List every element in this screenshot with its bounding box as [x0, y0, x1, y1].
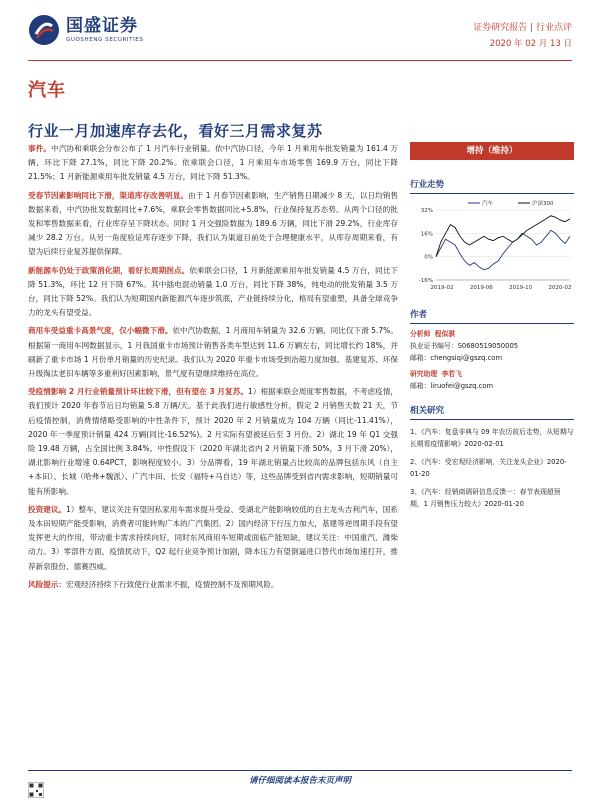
footer-disclaimer: 请仔细阅读本报告末页声明	[248, 776, 351, 786]
chart-legend-label: 沪深300	[532, 201, 554, 207]
logo-name-en: GUOSHENG SECURITIES	[66, 37, 144, 43]
guosheng-logo-icon	[28, 14, 60, 46]
assistant-email: 邮箱：liruofei@gszq.com	[410, 382, 494, 390]
trend-title: 行业走势	[410, 178, 574, 194]
chart-y-tick-label: 32%	[420, 208, 433, 214]
chart-x-tick-label: 2020-02	[548, 285, 572, 291]
header-divider	[28, 60, 572, 61]
report-headline: 行业一月加速库存去化，看好三月需求复苏	[28, 122, 323, 140]
chart-x-tick-label: 2019-02	[430, 285, 454, 291]
paragraph-investment: 投资建议。1）整车，建议关注有望因私家用车需求提升受益、受湖北产能影响较低的自主龙头吉利汽车，国系及本田短期产能受影响，消费者可能转购广本的广汽集团。2）国内经济下行压力加大，基建等逆周期手段有望发挥更大的作用，带动重卡需求持续向好，同时东风商用车短期或面临产能短缺，建议关注：中国重汽、潍柴动力。3）零部件方面，疫情扰动下，Q2 起行业竞争预计加剧，降本压力有望倒逼进口替代市场加速打开，推荐新泉股份、德赛西威。	[28, 504, 398, 571]
author-title: 作者	[410, 308, 574, 324]
related-item: 2、《汽车：受宏观经济影响，关注龙头企业》2020-01-20	[410, 458, 567, 478]
chart-y-tick-label: 0%	[424, 254, 433, 261]
chart-y-tick-label: -16%	[418, 278, 433, 284]
company-logo	[28, 14, 143, 46]
report-date: 2020 年 02 月 13 日	[489, 39, 572, 49]
paragraph-risk: 风险提示：宏观经济持续下行致使行业需求不振，疫情控制不及预期风险。	[28, 579, 279, 589]
trend-chart-svg	[410, 198, 574, 296]
report-header	[28, 14, 572, 62]
report-body	[28, 142, 398, 732]
chart-x-tick-label: 2019-10	[509, 285, 533, 291]
chart-y-tick-label: 16%	[420, 231, 433, 238]
footer-divider	[28, 770, 572, 771]
paragraph-epidemic: 受疫情影响 2 月行业销量预计环比较下滑，但有望在 3 月复苏。1）根据乘联会周度零售数据，不考虑疫情，我们预计 2020 年春节后日均销量 5.8 万辆/天。基于此我们进行敏感性分析，假定 2 月销售天数 21 天，节后疫情控制，消费情绪略受影响的中性条件下，预计 2020 年 2 月销量成为 104 万辆（同比-11.41%），2020 年一季度预计销量 424 万辆(同比-16.52%)。2 月实际有望被延后至 3 月份。2）湖北 19 年 Q1 交强险 19.48 万辆，占全国比例 3.84%。中性假设下（2020 年湖北省内 2 月销量下滑 50%，3 月下滑 20%），湖北影响行业增速 0.64PCT，影响程度较小。3）分品牌看，19 年湖北销量占比较高的品牌包括东风（自主+本田）、长城（哈弗+魏派）、广汽丰田、长安（福特+马自达）等，这些品牌受到省内需求影响，短期销量可能有所影响。	[28, 387, 398, 496]
assistant-row: 研究助理 李若飞	[410, 370, 462, 378]
paragraph-event: 事件。中汽协和乘联会分布公布了 1 月汽车行业销量。依中汽协口径，今年 1 月乘用车批发销量为 161.4 万辆，环比下降 27.1%，同比下降 20.2%。依乘联会口径，1 月乘用车市场零售 169.9 万台，同比下降 21.5%；1 月新能源乘用车批发销量 4.5 万台，同比下降 51.3%。	[28, 144, 398, 182]
analyst-cert: 执业证书编号：S0680519050005	[410, 342, 519, 350]
qr-code-icon	[28, 782, 44, 798]
logo-name-cn: 国盛证券	[66, 16, 138, 36]
sidebar	[410, 142, 574, 510]
analyst-row: 分析师 程似骐	[410, 330, 456, 338]
industry-title: 汽车	[28, 80, 66, 101]
related-title: 相关研究	[410, 404, 574, 420]
related-item: 3、《汽车：经销商调研信息反馈一：春节表现超预期，1 月销售压力较大》2020-01-20	[410, 488, 561, 508]
paragraph-inventory: 受春节因素影响同比下滑，渠道库存改善明显。由于 1 月春节因素影响，生产销售日期减少 8 天，以日均销售数据来看，中汽协批发数据同比+7.6%，乘联会零售数据同比+5.8%，行业保持复苏态势。从两个口径的批发和零售数据来看，行业库存呈下降状态。同时 1 月交强险数据为 189.6 万辆，同比下滑 29.2%，行业库存减少 28.2 万台。从另一角度验证库存逐步下降，我们认为渠道目前处于合理健康水平，从库存周期来看，有望为后续行业复苏提供保障。	[28, 190, 398, 257]
paragraph-new-energy: 新能源车仍处于政策消化期，看好长周期拐点。依乘联会口径，1 月新能源乘用车批发销量 4.5 万台，同比下降 51.3%，环比 12 月下降 67%。其中插电混动销量 1.0 万台，同比下降 38%，纯电动的批发销量 3.5 万台，同比下降 52%。我们认为短期国内新能源汽车逐步筑底，产业链持续分化，格局有望重塑，具备全球竞争力的龙头有望受益。	[28, 265, 398, 318]
chart-legend-label: 汽车	[482, 201, 494, 207]
chart-series-line	[436, 216, 570, 257]
rating-badge: 增持（维持）	[410, 142, 574, 160]
trend-chart	[410, 198, 574, 296]
report-category: 证券研究报告 | 行业点评	[473, 23, 572, 33]
analyst-email: 邮箱：chengsiqi@gszq.com	[410, 354, 503, 362]
chart-x-tick-label: 2019-06	[469, 285, 493, 291]
related-item: 1、《汽车：复盘非典与 09 年农历前后走势，从短期与长期看疫情影响》2020-02-01	[410, 428, 574, 448]
paragraph-commercial: 商用车受益重卡高景气度，仅小幅微下滑。依中汽协数据，1 月商用车销量为 32.6 万辆，同比仅下滑 5.7%。根据第一商用车网数据显示，1 月我国重卡市场预计销售各类车型达到 11.6 万辆左右，同比增长约 18%，并刷新了重卡市场 1 月份单月销量的历史纪录。我们认为 2020 年重卡市场受到治超力度加强、基建复苏、环保升级淘汰老旧车辆等多重利好因素影响，景气度有望继续维持在高位。	[28, 326, 398, 379]
